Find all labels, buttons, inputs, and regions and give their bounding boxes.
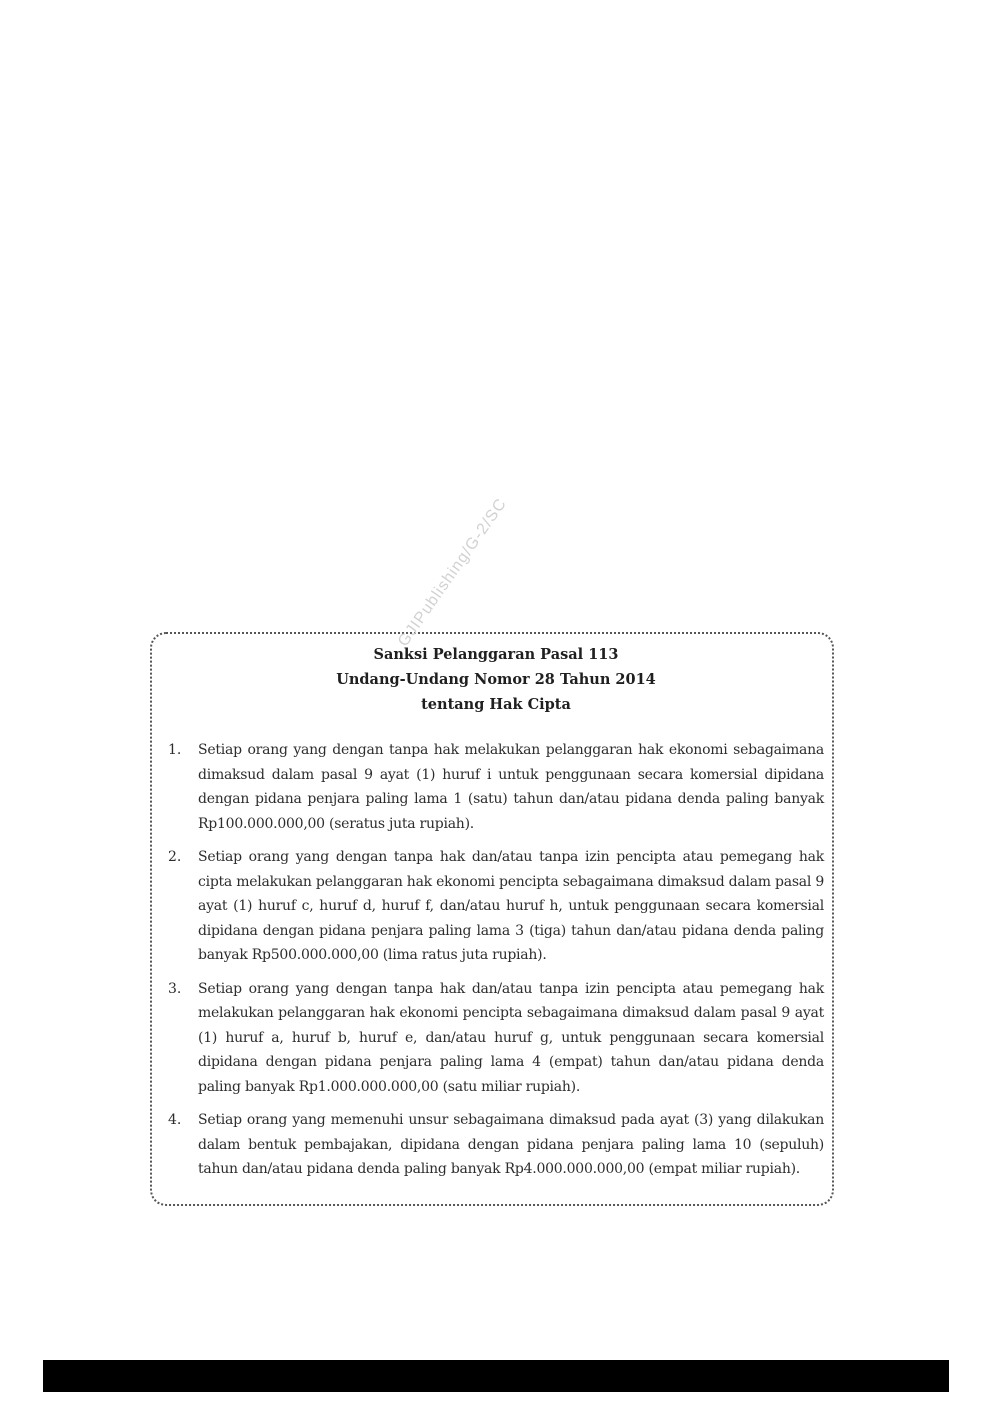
title-line-2: Undang-Undang Nomor 28 Tahun 2014 [336,671,656,688]
item-number: 4. [168,1112,182,1128]
sanction-item-1 [168,738,824,836]
sanction-list [168,738,824,1182]
title-line-1: Sanksi Pelanggaran Pasal 113 [373,646,619,663]
item-text: Setiap orang yang dengan tanpa hak dan/atau tanpa izin pencipta atau pemegang hak cipta melakukan pelanggaran hak ekonomi pencipta sebagaimana dimaksud dalam pasal 9 ayat (1) huruf c, huruf d, huruf f, dan/atau huruf h, untuk penggunaan secara komersial dipidana dengan pidana penjara paling lama 3 (tiga) tahun dan/atau pidana denda paling banyak Rp500.000.000,00 (lima ratus juta rupiah). [198,849,824,963]
item-number: 1. [168,742,182,758]
item-text: Setiap orang yang dengan tanpa hak dan/atau tanpa izin pencipta atau pemegang hak melakukan pelanggaran hak ekonomi pencipta sebagaimana dimaksud dalam pasal 9 ayat (1) huruf a, huruf b, huruf e, dan/atau huruf g, untuk penggunaan secara komersial dipidana dengan pidana penjara paling lama 4 (empat) tahun dan/atau pidana denda paling banyak Rp1.000.000.000,00 (satu miliar rupiah). [198,980,824,1095]
item-number: 2. [168,849,182,865]
item-text: Setiap orang yang memenuhi unsur sebagaimana dimaksud pada ayat (3) yang dilakukan dalam bentuk pembajakan, dipidana dengan pidana penjara paling lama 10 (sepuluh) tahun dan/atau pidana denda paling banyak Rp4.000.000.000,00 (empat miliar rupiah). [198,1112,824,1177]
item-number: 3. [168,980,182,997]
box-header [168,642,824,717]
title-line-3: tentang Hak Cipta [421,696,571,713]
watermark: GJIPublishing/G-2/SC [395,495,511,650]
sanction-box [150,632,834,1206]
item-text: Setiap orang yang dengan tanpa hak melakukan pelanggaran hak ekonomi sebagaimana dimaksud dalam pasal 9 ayat (1) huruf i untuk penggunaan secara komersial dipidana dengan pidana penjara paling lama 1 (satu) tahun dan/atau pidana denda paling banyak Rp100.000.000,00 (seratus juta rupiah). [198,742,824,832]
sanction-item-4 [168,1108,824,1182]
sanction-item-2 [168,845,824,968]
sanction-item-3 [168,977,824,1100]
footer-bar [43,1360,949,1392]
